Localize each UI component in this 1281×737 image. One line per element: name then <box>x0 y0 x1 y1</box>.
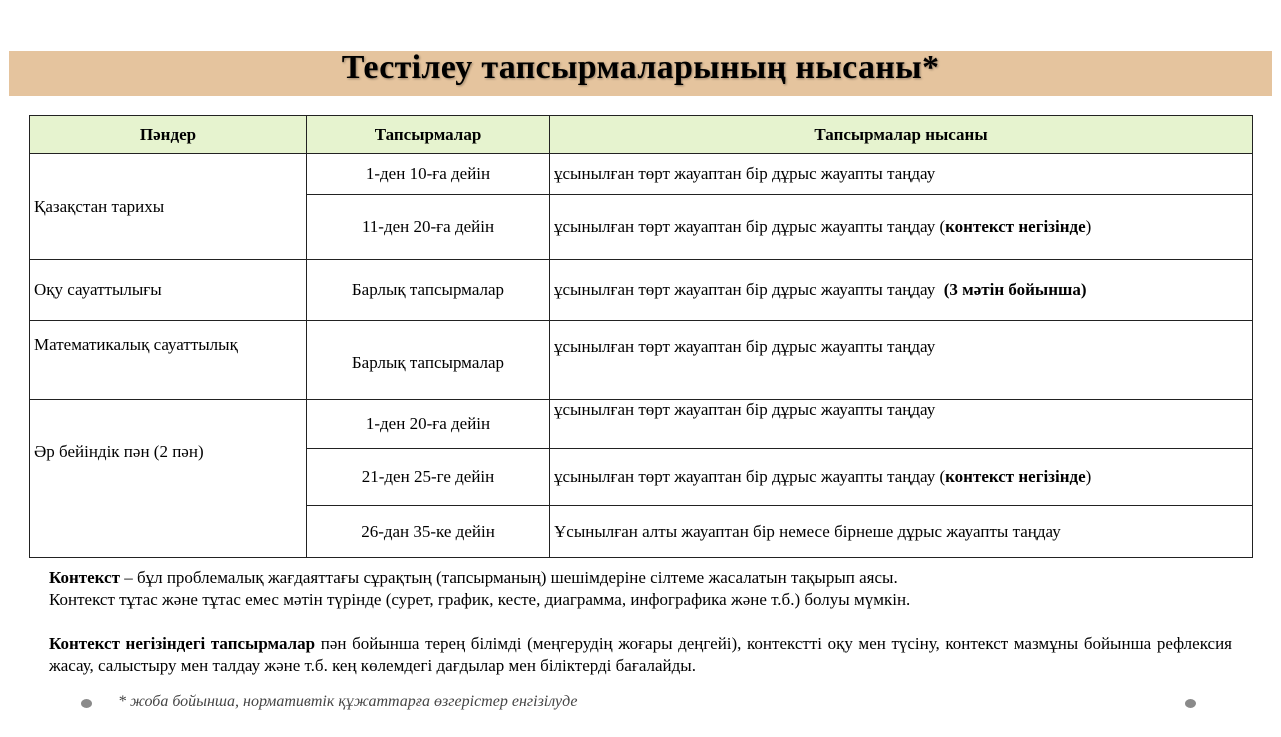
task-form-text: ұсынылған төрт жауаптан бір дұрыс жауапты таңдау <box>554 337 936 356</box>
task-form-cell <box>550 260 1253 321</box>
task-form-cell <box>550 506 1253 558</box>
context-term: Контекст <box>49 568 120 587</box>
task-range-cell: 26-дан 35-ке дейін <box>307 506 550 558</box>
bullet-dot-left <box>81 699 92 708</box>
task-form-text: ұсынылған төрт жауаптан бір дұрыс жауапты таңдау <box>554 164 936 183</box>
context-def-text: – бұл проблемалық жағдаяттағы сұрақтың (тапсырманың) шешімдеріне сілтеме жасалатын тақырып аясы. <box>119 568 898 587</box>
task-form-text: ұсынылған төрт жауаптан бір дұрыс жауапты таңдау ( <box>554 217 946 236</box>
footnote: * жоба бойынша, нормативтік құжаттарға өзгерістер енгізілуде <box>118 693 578 710</box>
task-form-text: Ұсынылған алты жауаптан бір немесе бірнеше дұрыс жауапты таңдау <box>554 521 1061 541</box>
task-form-bold: контекст негізінде <box>945 467 1086 486</box>
context-tasks-definition <box>49 633 1232 677</box>
task-form-cell <box>550 449 1253 506</box>
task-range-cell: 1-ден 20-ға дейін <box>307 400 550 449</box>
task-form-text: ұсынылған төрт жауаптан бір дұрыс жауапты таңдау <box>554 400 936 419</box>
title-band <box>9 48 1272 96</box>
subject-cell: Әр бейіндік пән (2 пән) <box>30 400 307 558</box>
table-row <box>30 260 1253 321</box>
notes-section <box>49 567 1232 677</box>
subject-cell: Қазақстан тарихы <box>30 154 307 260</box>
task-range-cell: 21-ден 25-ге дейін <box>307 449 550 506</box>
tasks-table <box>29 115 1253 558</box>
context-tasks-text: пән бойынша терең білімді (меңгерудің жоғары деңгейі), контекстті оқу мен түсіну, контекст мазмұны бойынша рефлексия жасау, салыстыру мен талдау және т.б. кең көлемдегі дағдылар мен біліктерді бағалайды. <box>49 634 1232 675</box>
header-task-form: Тапсырмалар нысаны <box>550 116 1253 154</box>
context-definition <box>49 567 1232 589</box>
subject-cell: Оқу сауаттылығы <box>30 260 307 321</box>
task-range-cell: 11-ден 20-ға дейін <box>307 195 550 260</box>
task-form-cell <box>550 154 1253 195</box>
table-header-row <box>30 116 1253 154</box>
bullet-dot-right <box>1185 699 1196 708</box>
task-form-cell <box>550 400 1253 449</box>
task-form-cell <box>550 195 1253 260</box>
table-row <box>30 321 1253 400</box>
task-form-text: ұсынылған төрт жауаптан бір дұрыс жауапты таңдау <box>554 280 944 299</box>
page-title: Тестілеу тапсырмаларының нысаны* <box>341 48 940 86</box>
table-row <box>30 154 1253 195</box>
task-range-cell: 1-ден 10-ға дейін <box>307 154 550 195</box>
task-form-after: ) <box>1085 467 1092 486</box>
task-range-cell: Барлық тапсырмалар <box>307 260 550 321</box>
subject-cell: Математикалық сауаттылық <box>30 321 307 400</box>
header-subjects: Пәндер <box>30 116 307 154</box>
task-form-bold: (3 мәтін бойынша) <box>943 280 1087 299</box>
task-form-cell <box>550 321 1253 400</box>
header-tasks: Тапсырмалар <box>307 116 550 154</box>
table-row <box>30 400 1253 449</box>
task-form-text: ұсынылған төрт жауаптан бір дұрыс жауапты таңдау ( <box>554 467 946 486</box>
task-form-after: ) <box>1085 217 1092 236</box>
context-forms: Контекст тұтас және тұтас емес мәтін түрінде (сурет, график, кесте, диаграмма, инфографика және т.б.) болуы мүмкін. <box>49 590 911 609</box>
context-tasks-term: Контекст негізіндегі тапсырмалар <box>49 634 316 653</box>
task-range-cell: Барлық тапсырмалар <box>307 321 550 400</box>
task-form-bold: контекст негізінде <box>945 217 1086 236</box>
